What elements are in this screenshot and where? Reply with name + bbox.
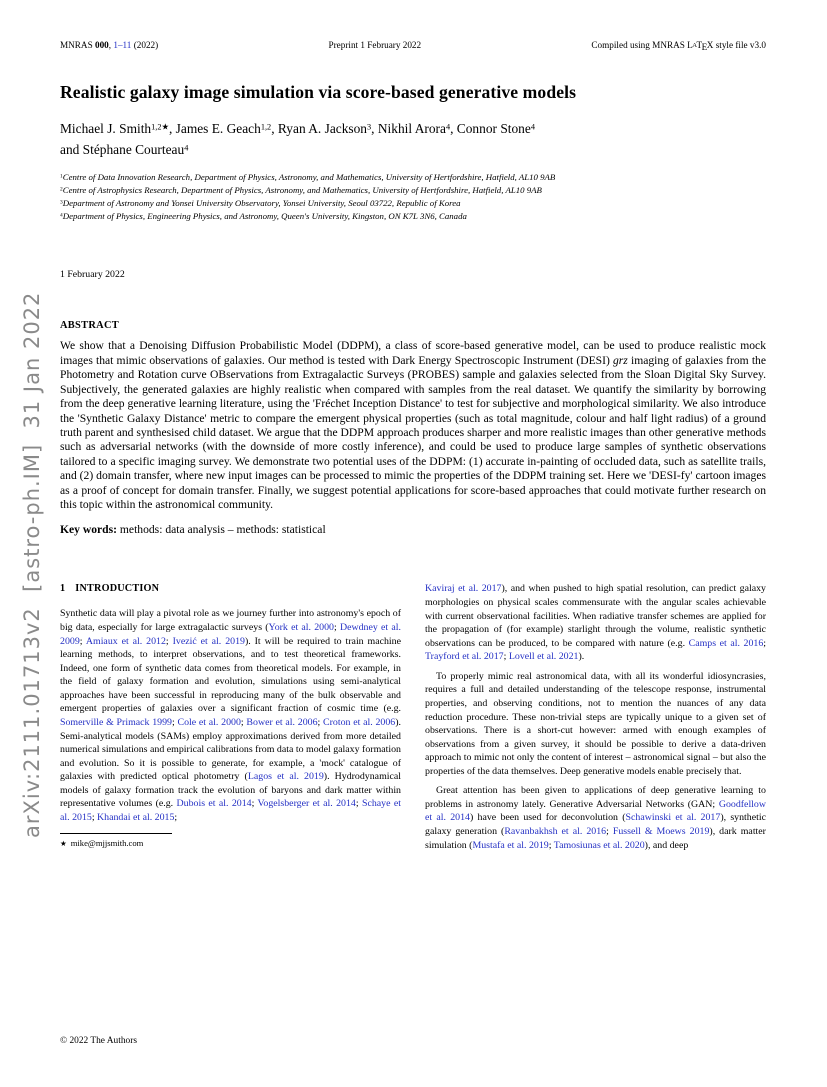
text-segment: ;	[355, 798, 362, 810]
corresponding-author-star: ★	[161, 122, 169, 132]
text-segment: ;	[548, 839, 554, 851]
page-header	[60, 40, 766, 52]
citation-link[interactable]: York et al. 2000	[268, 622, 334, 634]
citation-link[interactable]: Mustafa et al. 2019	[472, 839, 549, 851]
affiliation-line	[60, 197, 766, 210]
text-segment: ), dark matter simulation (	[425, 826, 766, 851]
text-segment: ). Hydrodynamical models of galaxy formation track the evolution of baryons and dark matter within representative volumes (e.g.	[60, 771, 402, 810]
abstract-body	[60, 339, 766, 512]
page-range-link[interactable]: 1–11	[113, 40, 132, 50]
citation-link[interactable]: Dewdney et al. 2009	[60, 622, 401, 647]
author-block	[60, 118, 766, 160]
text-segment: ;	[79, 635, 86, 647]
paper-title: Realistic galaxy image simulation via score-based generative models	[60, 82, 577, 103]
citation-link[interactable]: Lagos et al. 2019	[247, 771, 324, 783]
citation-link[interactable]: Tamosiunas et al. 2020	[553, 839, 645, 851]
affiliation-sup: 4	[60, 213, 63, 220]
text-segment: ,	[168, 121, 176, 137]
text-segment: 4	[445, 122, 451, 132]
section-heading-introduction	[60, 582, 401, 596]
text-segment: and Stéphane Courteau	[60, 142, 185, 158]
citation-link[interactable]: Dubois et al. 2014	[176, 798, 252, 810]
footnote	[60, 838, 401, 850]
footnote-email[interactable]: mike@mjjsmith.com	[70, 838, 144, 849]
copyright-line: © 2022 The Authors	[60, 1036, 137, 1046]
text-segment: We show that a Denoising Diffusion Probabilistic Model (DDPM), a class of score-based generative model, can be used to produce realistic mock images that mimic observations of galaxies. Our method is tested with Dark Energy Spectroscopic Instrument (DESI)	[60, 339, 766, 367]
two-column-body	[60, 582, 766, 852]
text-segment: E	[701, 42, 708, 53]
text-segment: 4	[184, 143, 189, 153]
citation-link[interactable]: Amiaux et al. 2012	[85, 635, 166, 647]
citation-link[interactable]: Schaye et al. 2015	[60, 798, 401, 823]
arxiv-watermark: arXiv:2111.01713v2 [astro-ph.IM] 31 Jan 2022	[20, 291, 44, 838]
text-segment: Michael J. Smith	[60, 121, 152, 137]
text-segment: 000	[94, 40, 109, 50]
citation-link[interactable]: Cole et al. 2000	[177, 716, 241, 728]
affiliation-text: Centre of Astrophysics Research, Department of Physics, Astronomy, and Mathematics, University of Hertfordshire, Hatfield, AL10 9AB	[62, 185, 542, 196]
citation-link[interactable]: Bower et al. 2006	[246, 716, 318, 728]
text-segment: ;	[763, 637, 767, 649]
text-segment: ).	[578, 651, 585, 663]
affiliation-sup: 1	[60, 174, 63, 181]
text-segment: ;	[171, 716, 178, 728]
text-segment: To properly mimic real astronomical data, with all its wonderful idiosyncrasies, requires a full and detailed understanding of the telescope response, instrumental properties, and observing conditions, not to mention the nuances of any data reduction procedure. These non-trivial steps are typically unique to a given set of observations. There is a short-cut however: armed with enough examples of observations from a given survey, it should be possible to derive a data-driven approach to mimic not only the content of interest – astronomical signal – but also the properties of the data themselves. Deep generative models enable precisely that.	[425, 670, 766, 777]
text-segment: MNRAS	[60, 40, 95, 50]
paragraph	[60, 607, 401, 824]
text-segment: ,	[450, 121, 457, 137]
journal-reference	[60, 40, 158, 50]
text-segment: ;	[334, 622, 340, 634]
text-segment: James E. Geach	[175, 121, 261, 137]
text-segment: Compiled using MNRAS L	[591, 40, 693, 50]
affiliation-sup: 3	[60, 200, 63, 207]
affiliation-line	[60, 210, 766, 223]
left-column	[60, 582, 401, 852]
citation-link[interactable]: Camps et al. 2016	[688, 637, 764, 649]
text-segment: Connor Stone	[456, 121, 531, 137]
citation-link[interactable]: Ravanbakhsh et al. 2016	[504, 826, 607, 838]
text-segment: ;	[251, 798, 258, 810]
text-segment: ). It will be required to train machine learning methods, to interpret observations, and to test theoretical frameworks. Indeed, one form of synthetic data comes from theoretical models. For example, in the field of galaxy formation and evolution, simulations using semi-analytical approaches have been successful in reproducing many of the bulk observable and emergent properties of galaxies over a significant fraction of cosmic time (e.g.	[60, 635, 401, 715]
affiliation-text: Department of Astronomy and Yonsei University Observatory, Yonsei University, Seoul 03722, Republic of Korea	[62, 198, 461, 209]
text-segment: ). Semi-analytical models (SAMs) employ approximations derived from more detailed numerical simulations and empirical calibrations from data to model galaxy formation and evolution. So it is possible to generate, for example, a 'mock' catalogue of galaxies with predicted optical photometry (	[60, 716, 401, 783]
paragraph	[425, 784, 766, 852]
text-segment: 1,2	[260, 122, 272, 132]
text-segment: ,	[371, 121, 378, 137]
paragraph	[425, 670, 766, 779]
text-segment: ;	[174, 811, 178, 823]
citation-link[interactable]: Ivezić et al. 2019	[172, 635, 245, 647]
text-segment: ,	[271, 121, 278, 137]
footnote-star-icon: ★	[60, 838, 67, 848]
text-segment: T	[696, 40, 703, 50]
citation-link[interactable]: Lovell et al. 2021	[508, 651, 579, 663]
citation-link[interactable]: Fussell & Moews 2019	[612, 826, 710, 838]
section-title: INTRODUCTION	[75, 583, 160, 595]
text-segment: 1,2	[151, 122, 162, 132]
authors-line-2	[60, 139, 766, 160]
text-segment: A	[692, 41, 698, 49]
text-segment: ;	[91, 811, 98, 823]
text-segment: 4	[530, 122, 535, 132]
citation-link[interactable]: Trayford et al. 2017	[425, 651, 504, 663]
text-segment: ;	[606, 826, 613, 838]
text-segment: ), and when pushed to high spatial resolution, can predict galaxy morphologies on physical scales commensurate with the angular scales achievable with current observational facilities. When radiative transfer schemes are applied for the propagation of (for example) starlight through the volume, realistic synthetic observations can be produced, to be compared with nature (e.g.	[425, 583, 766, 649]
text-segment: ;	[503, 651, 509, 663]
text-segment: imaging of galaxies from the Photometry and Rotation curve OBservations from Extragalactic Surveys (PROBES) sample and galaxies selected from the Sloan Digital Sky Survey. Subjectively, the generated galaxies are highly realistic when compared with samples from the real dataset. We quantify the similarity by borrowing from the deep generative learning literature, using the 'Fréchet Inception Distance' to test for subjective and morphological similarity. We also introduce the 'Synthetic Galaxy Distance' metric to compare the emergent physical properties (such as total magnitude, colour and half light radius) of a ground truth parent and synthesised child dataset. We argue that the DDPM approach produces sharper and more realistic images than other generative methods such as adversarial networks (with the downside of more costly inference), and could be used to produce large samples of synthetic observations tailored to a specific imaging survey. We demonstrate two potential uses of the DDPM: (1) accurate in-painting of occluded data, such as satellite trails, and (2) domain transfer, where new input images can be processed to mimic the properties of the DDPM training set. Here we 'DESI-fy' cartoon images as a proof of concept for domain transfer. Finally, we suggest potential applications for score-based approaches that could motivate further research on this topic within the astronomical community.	[60, 353, 766, 512]
affiliation-text: Department of Physics, Engineering Physics, and Astronomy, Queen's University, Kingston, ON K7L 3N6, Canada	[62, 211, 467, 222]
text-segment: ), and deep	[644, 839, 689, 851]
section-number: 1	[60, 583, 66, 595]
paragraph	[425, 582, 766, 663]
affiliation-text: Centre of Data Innovation Research, Department of Physics, Astronomy, and Mathematics, University of Hertfordshire, Hatfield, AL10 9AB	[62, 172, 556, 183]
authors-line-1	[60, 118, 766, 139]
keywords-text: methods: data analysis – methods: statistical	[119, 523, 326, 537]
affiliation-line	[60, 171, 766, 184]
text-segment: ;	[317, 716, 324, 728]
text-segment: 3	[367, 122, 372, 132]
text-segment: ;	[165, 635, 173, 647]
citation-link[interactable]: Khandai et al. 2015	[97, 811, 175, 823]
page	[60, 40, 766, 852]
date-line: 1 February 2022	[60, 269, 125, 281]
keywords-label: Key words:	[60, 523, 117, 537]
text-segment: grz	[613, 353, 628, 367]
abstract-heading: ABSTRACT	[60, 320, 119, 332]
text-segment: ) have been used for deconvolution (	[470, 812, 626, 824]
text-segment: X style file v3.0	[706, 40, 766, 50]
preprint-date: Preprint 1 February 2022	[328, 40, 422, 50]
affiliations-block	[60, 171, 766, 223]
footnote-rule	[60, 833, 172, 834]
citation-link[interactable]: Vogelsberger et al. 2014	[257, 798, 356, 810]
compiled-note	[591, 40, 766, 52]
text-segment: Synthetic data will play a pivotal role as we journey further into astronomy's epoch of big data, especially for large extragalactic surveys (	[60, 608, 401, 634]
affiliation-sup: 2	[60, 187, 63, 194]
text-segment: Nikhil Arora	[377, 121, 446, 137]
text-segment: Great attention has been given to applications of deep generative learning to problems in astronomy lately. Generative Adversarial Networks (GAN;	[425, 785, 766, 810]
citation-link[interactable]: Goodfellow et al. 2014	[425, 798, 766, 824]
citation-link[interactable]: Croton et al. 2006	[323, 716, 396, 728]
citation-link[interactable]: Schawinski et al. 2017	[625, 812, 721, 824]
right-column	[425, 582, 766, 852]
text-segment: ), synthetic galaxy generation (	[425, 812, 766, 838]
text-segment: ,	[108, 40, 114, 50]
citation-link[interactable]: Somerville & Primack 1999	[60, 716, 172, 728]
keywords-line	[60, 523, 766, 536]
text-segment: Ryan A. Jackson	[277, 121, 368, 137]
text-segment: (2022)	[131, 40, 159, 50]
citation-link[interactable]: Kaviraj et al. 2017	[425, 583, 502, 595]
text-segment: ;	[240, 716, 247, 728]
affiliation-line	[60, 184, 766, 197]
